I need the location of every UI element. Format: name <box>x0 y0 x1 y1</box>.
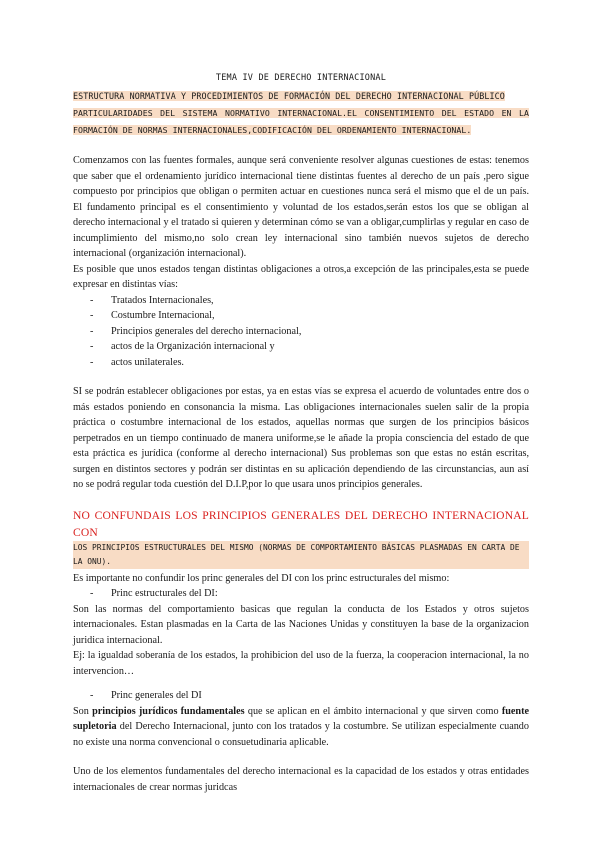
paragraph-general-principles: Son principios jurídicos fundamentales que se aplican en el ámbito internacional y que sirven como fuente supletoria del Derecho Internacional, junto con los tratados y la costumbre. Se utilizan especialmente cuando no existe una norma convencional o consuetudinaria aplicable. <box>73 705 529 748</box>
list-item: - Princ estructurales del DI: <box>73 586 529 602</box>
paragraph-examples: Ej: la igualdad soberanía de los estados, la prohibicion del uso de la fuerza, la cooperacion internacional, la no intervencion… <box>73 650 529 677</box>
document-page <box>73 72 529 795</box>
document-title: TEMA IV DE DERECHO INTERNACIONAL <box>215 73 387 83</box>
warning-heading: NO CONFUNDAIS LOS PRINCIPIOS GENERALES DEL DERECHO INTERNACIONAL CON <box>73 508 529 539</box>
list-item: - Costumbre Internacional, <box>73 308 529 324</box>
paragraph-closing: Uno de los elementos fundamentales del derecho internacional es la capacidad de los estados y otras entidades internacionales de crear normas juridcas <box>73 766 529 793</box>
bold-term: fuente supletoria <box>73 705 529 732</box>
list-item: - Princ generales del DI <box>73 688 529 704</box>
list-item: - actos de la Organización internacional y <box>73 339 529 355</box>
paragraph-obligations: Es posible que unos estados tengan distintas obligaciones a otros,a excepción de las principales,esta se puede expresar en distintas vías: <box>73 263 529 290</box>
bold-term: principios jurídicos fundamentales <box>92 705 245 717</box>
paragraph-agreements: SI se podrán establecer obligaciones por estas, ya en estas vías se expresa el acuerdo de voluntades entre dos o más estados poniendo en consonancia la misma. Las obligaciones internacionales suelen salir de la propia práctica o costumbre internacional de los estados, aquellas normas que surgen de los principios básicos perpetrados en un tiempo continuado de manera uniforme,se le añade la propia consciencia del estado de que esta práctica es jurídica (conforme al derecho internacional) Sus problemas son que estas no están escritas, surgen en distintos sectores y podrán ser distintas en su aplicación dependiendo de las circunstancias, aun así no se podrá regular toda cuestión del D.I.P,por lo que usara unos principios generales. <box>73 386 529 490</box>
paragraph-intro: Comenzamos con las fuentes formales, aunque será conveniente resolver algunas cuestiones de estas: tenemos que saber que el ordenamiento jurídico internacional tiene distintas fuentes al derecho de un país ,pero sigue compuesto por principios que obligan o permiten actuar en cuestiones nunca será el mismo que el de un país. El fundamento principal es el consentimiento y voluntad de los estados,serán estos los que se obligan al derecho internacional y el tratado si quieren y determinan cómo se van a obligar,cumplirlas y regular en caso de incumplimiento del mismo,no solo crean ley internacional sino también nuevos sujetos de derecho internacional (organización internacional). <box>73 155 529 259</box>
paragraph-distinction: Es importante no confundir los princ generales del DI con los princ estructurales del mismo: <box>73 572 450 584</box>
paragraph-structural: Son las normas del comportamiento basicas que regulan la conducta de los Estados y otros sujetos internacionales. Estan plasmadas en la Carta de las Naciones Unidas y constituyen la base de la organizacion juridica internacional. <box>73 603 529 646</box>
subsection-heading: PARTICULARIDADES DEL SISTEMA NORMATIVO INTERNACIONAL.EL CONSENTIMIENTO DEL ESTADO EN LA FORMACIÓN DE NORMAS INTERNACIONALES,CODIFICACIÓN DEL ORDENAMIENTO INTERNACIONAL. <box>73 108 529 135</box>
list-item: - actos unilaterales. <box>73 355 529 371</box>
structural-list <box>73 586 529 602</box>
sources-list <box>73 293 529 371</box>
list-item: - Tratados Internacionales, <box>73 293 529 309</box>
section-heading: ESTRUCTURA NORMATIVA Y PROCEDIMIENTOS DE FORMACIÓN DEL DERECHO INTERNACIONAL PÚBLICO <box>73 91 505 101</box>
warning-subheading: LOS PRINCIPIOS ESTRUCTURALES DEL MISMO (NORMAS DE COMPORTAMIENTO BÁSICAS PLASMADAS EN CARTA DE LA ONU). <box>73 541 529 569</box>
list-item: - Principios generales del derecho internacional, <box>73 324 529 340</box>
general-list <box>73 688 529 704</box>
